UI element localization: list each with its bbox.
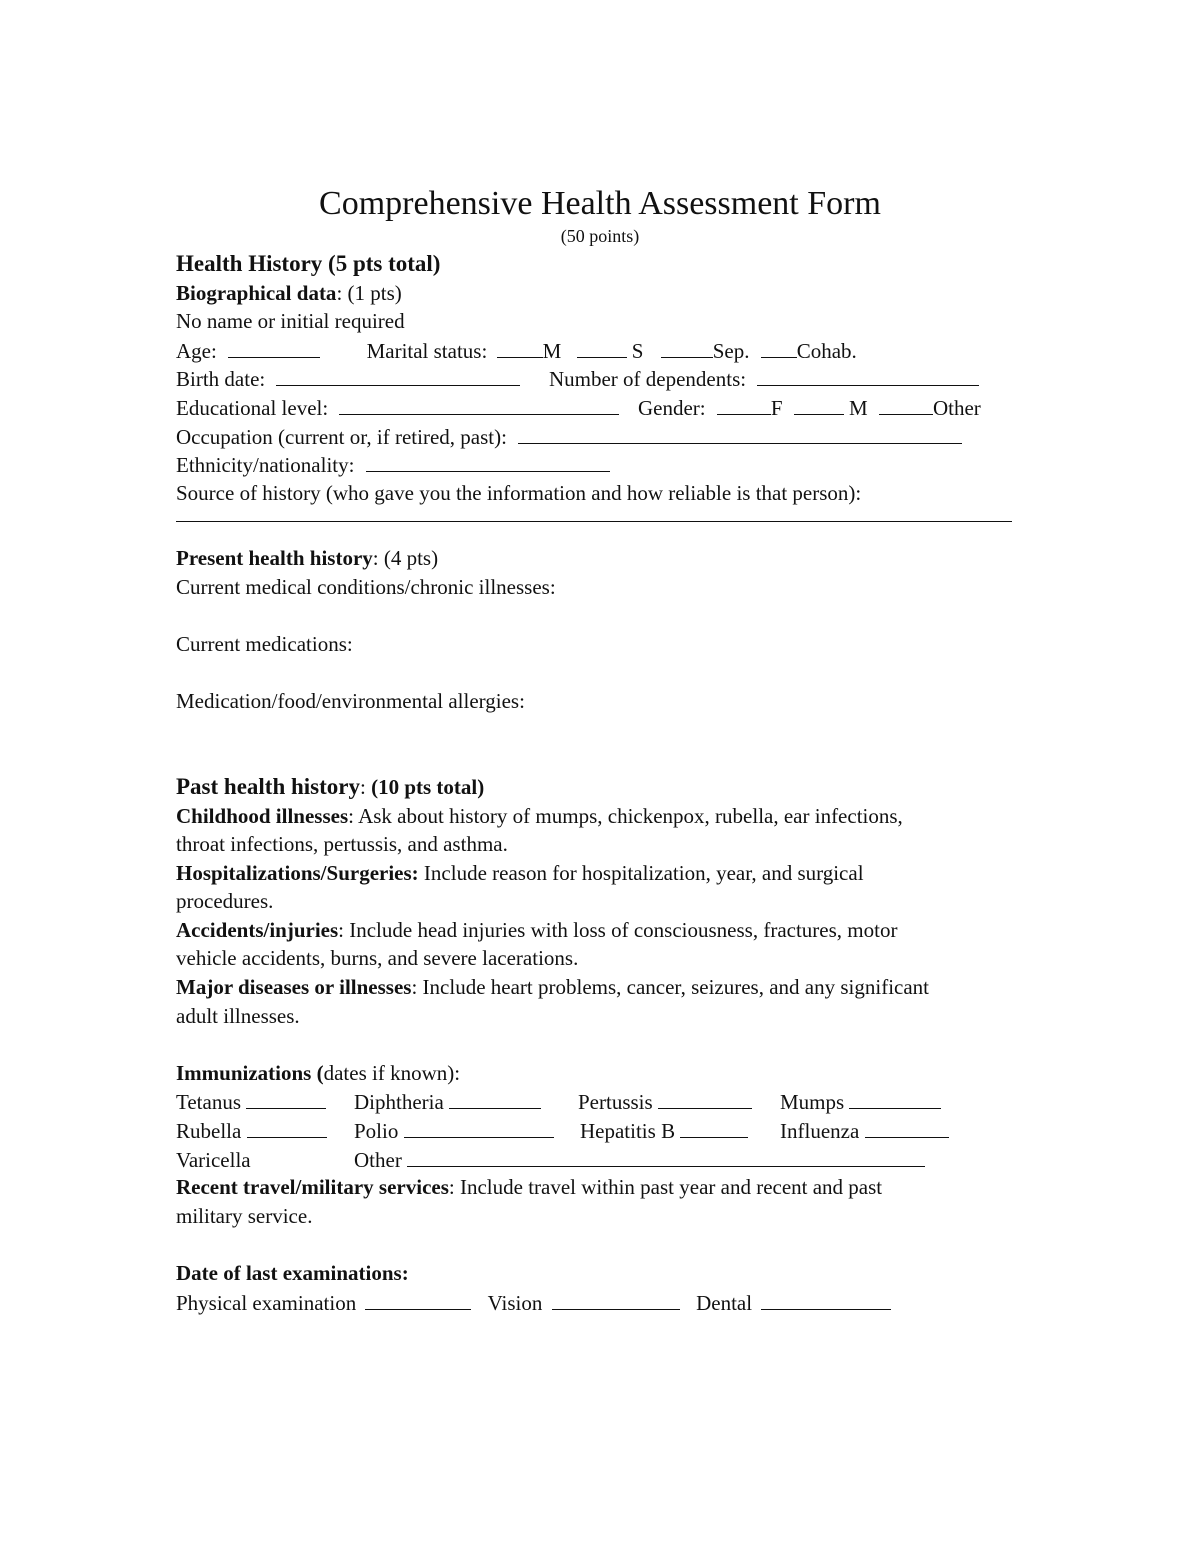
- hosp-row: [176, 859, 1036, 888]
- biographical-pts: : (1 pts): [336, 280, 402, 305]
- birth-date-field[interactable]: [276, 364, 520, 386]
- page-title: Comprehensive Health Assessment Form: [319, 185, 881, 222]
- occupation-row: [176, 422, 1036, 451]
- hepatitis-label: Hepatitis B: [580, 1119, 676, 1144]
- travel-text-2: military service.: [176, 1203, 313, 1228]
- mumps-field[interactable]: [849, 1087, 941, 1109]
- biographical-heading: [176, 279, 1036, 308]
- major-text-2: adult illnesses.: [176, 1003, 300, 1028]
- source-row: Source of history (who gave you the information and how reliable is that person):: [176, 480, 862, 505]
- hosp-label: Hospitalizations/Surgeries:: [176, 860, 419, 885]
- immunizations-row-1: [176, 1087, 1036, 1116]
- dental-field[interactable]: [761, 1288, 891, 1310]
- travel-row: [176, 1173, 1036, 1202]
- occupation-field[interactable]: [518, 422, 962, 444]
- major-label: Major diseases or illnesses: [176, 975, 412, 1000]
- present-pts: : (4 pts): [372, 546, 439, 571]
- mumps-label: Mumps: [780, 1090, 845, 1115]
- dental-label: Dental: [696, 1290, 753, 1315]
- source-field[interactable]: [176, 507, 1012, 522]
- present-label: Present health history: [176, 546, 373, 571]
- immunizations-row-2: [176, 1116, 1036, 1145]
- accidents-label: Accidents/injuries: [176, 917, 339, 942]
- pertussis-label: Pertussis: [578, 1090, 653, 1115]
- gender-other-field[interactable]: [879, 393, 933, 415]
- hepatitis-field[interactable]: [680, 1116, 748, 1138]
- pertussis-field[interactable]: [658, 1087, 752, 1109]
- diphtheria-field[interactable]: [449, 1087, 541, 1109]
- past-pts: (10 pts total): [371, 774, 485, 799]
- marital-s-field[interactable]: [577, 336, 627, 358]
- immunizations-label-rest: dates if known):: [323, 1060, 461, 1085]
- polio-label: Polio: [354, 1119, 399, 1144]
- immunizations-row-3: [176, 1145, 1036, 1174]
- education-label: Educational level:: [176, 395, 329, 420]
- gender-label: Gender:: [637, 395, 706, 420]
- past-label: Past health history: [176, 773, 360, 799]
- varicella-label: Varicella: [176, 1147, 251, 1172]
- hosp-text-2: procedures.: [176, 889, 274, 914]
- travel-label: Recent travel/military services: [176, 1175, 449, 1200]
- major-row: [176, 973, 1036, 1002]
- vision-label: Vision: [487, 1290, 543, 1315]
- marital-m-label: M: [542, 338, 562, 363]
- gender-f-label: F: [770, 395, 783, 420]
- past-pts-sep: :: [360, 774, 372, 799]
- immunizations-label: Immunizations (: [176, 1060, 324, 1085]
- health-history-heading: [176, 250, 1036, 279]
- marital-cohab-label: Cohab.: [796, 338, 857, 363]
- ethnicity-field[interactable]: [366, 450, 610, 472]
- hosp-text: Include reason for hospitalization, year, and surgical: [418, 860, 864, 885]
- immunizations-heading: [176, 1059, 1036, 1088]
- conditions-label: Current medical conditions/chronic illnesses:: [176, 574, 556, 599]
- page-subtitle: (50 points): [560, 226, 640, 246]
- ethnicity-row: [176, 450, 1036, 479]
- tetanus-field[interactable]: [246, 1087, 326, 1109]
- gender-f-field[interactable]: [717, 393, 771, 415]
- marital-label: Marital status:: [366, 338, 488, 363]
- other-immunization-field[interactable]: [407, 1145, 925, 1167]
- education-gender-row: [176, 393, 1036, 422]
- accidents-text: : Include head injuries with loss of consciousness, fractures, motor: [338, 917, 898, 942]
- exams-label: Date of last examinations:: [176, 1261, 409, 1285]
- rubella-label: Rubella: [176, 1119, 242, 1144]
- accidents-text-2: vehicle accidents, burns, and severe lacerations.: [176, 946, 579, 971]
- childhood-row: [176, 802, 1036, 831]
- accidents-row: [176, 916, 1036, 945]
- section-heading: Health History (5 pts total): [176, 251, 441, 276]
- exams-heading: [176, 1259, 1036, 1288]
- marital-s-label: S: [631, 338, 644, 363]
- rubella-field[interactable]: [247, 1116, 327, 1138]
- exams-row: [176, 1288, 1036, 1317]
- childhood-text-2: throat infections, pertussis, and asthma.: [176, 832, 508, 857]
- marital-cohab-field[interactable]: [761, 336, 797, 358]
- polio-field[interactable]: [404, 1116, 554, 1138]
- other-immunization-label: Other: [354, 1147, 402, 1172]
- ethnicity-label: Ethnicity/nationality:: [176, 453, 355, 478]
- gender-m-field[interactable]: [794, 393, 844, 415]
- childhood-text: : Ask about history of mumps, chickenpox, rubella, ear infections,: [348, 803, 903, 828]
- allergies-label: Medication/food/environmental allergies:: [176, 689, 525, 714]
- physical-label: Physical examination: [176, 1290, 357, 1315]
- age-marital-row: [176, 336, 1036, 365]
- biographical-note: No name or initial required: [176, 309, 405, 334]
- biographical-label: Biographical data: [176, 280, 337, 305]
- occupation-label: Occupation (current or, if retired, past):: [176, 424, 507, 449]
- travel-text: : Include travel within past year and recent and past: [448, 1175, 883, 1200]
- marital-sep-label: Sep.: [712, 338, 750, 363]
- influenza-label: Influenza: [780, 1119, 860, 1144]
- childhood-label: Childhood illnesses: [176, 803, 349, 828]
- age-field[interactable]: [228, 336, 320, 358]
- marital-sep-field[interactable]: [661, 336, 713, 358]
- physical-field[interactable]: [365, 1288, 471, 1310]
- tetanus-label: Tetanus: [176, 1090, 242, 1115]
- birth-label: Birth date:: [176, 367, 266, 392]
- birth-dependents-row: [176, 364, 1036, 393]
- vision-field[interactable]: [552, 1288, 680, 1310]
- diphtheria-label: Diphtheria: [354, 1090, 444, 1115]
- marital-m-field[interactable]: [497, 336, 543, 358]
- past-heading: [176, 773, 1036, 802]
- gender-m-label: M: [849, 395, 868, 420]
- gender-other-label: Other: [932, 395, 981, 420]
- present-heading: [176, 544, 1036, 573]
- dependents-label: Number of dependents:: [548, 367, 747, 392]
- influenza-field[interactable]: [865, 1116, 949, 1138]
- dependents-field[interactable]: [757, 364, 979, 386]
- form-content: [176, 184, 1036, 1316]
- medications-label: Current medications:: [176, 632, 353, 657]
- education-field[interactable]: [339, 393, 619, 415]
- age-label: Age:: [176, 338, 217, 363]
- major-text: : Include heart problems, cancer, seizures, and any significant: [411, 975, 930, 1000]
